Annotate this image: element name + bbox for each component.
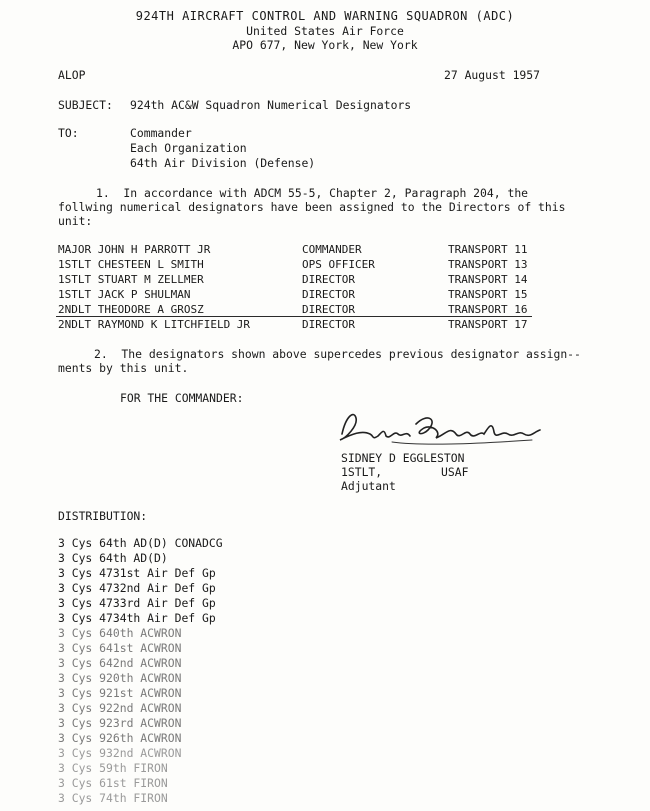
distribution-label: DISTRIBUTION: (58, 509, 148, 523)
designator-row (58, 243, 578, 256)
paragraph-1-line: unit: (58, 214, 93, 228)
officer-position: COMMANDER (302, 243, 362, 256)
subject-label: SUBJECT: (58, 98, 113, 112)
table-rule (56, 316, 532, 317)
distribution-item: 3 Cys 932nd ACWRON (58, 746, 182, 760)
signer-rank: 1STLT, (341, 465, 383, 479)
subject-text: 924th AC&W Squadron Numerical Designators (130, 98, 412, 112)
call-sign: TRANSPORT 14 (448, 273, 528, 286)
signer-name: SIDNEY D EGGLESTON (341, 451, 465, 465)
distribution-item: 3 Cys 642nd ACWRON (58, 656, 182, 670)
designator-row (58, 303, 578, 316)
call-sign: TRANSPORT 11 (448, 243, 528, 256)
officer-name: 1STLT STUART M ZELLMER (58, 273, 204, 286)
distribution-item: 3 Cys 64th AD(D) (58, 551, 168, 565)
for-the-commander: FOR THE COMMANDER: (120, 391, 244, 405)
distribution-item: 3 Cys 921st ACWRON (58, 686, 182, 700)
officer-name: 2NDLT THEODORE A GROSZ (58, 303, 204, 316)
distribution-item: 3 Cys 923rd ACWRON (58, 716, 182, 730)
officer-name: 2NDLT RAYMOND K LITCHFIELD JR (58, 318, 251, 331)
officer-position: DIRECTOR (302, 303, 355, 316)
address-line: APO 677, New York, New York (232, 38, 418, 52)
distribution-item: 3 Cys 59th FIRON (58, 761, 168, 775)
designator-row (58, 258, 578, 271)
distribution-item: 3 Cys 926th ACWRON (58, 731, 182, 745)
paragraph-2-line: 2. The designators shown above supercedes previous designator assign-- (94, 347, 581, 361)
officer-position: DIRECTOR (302, 288, 355, 301)
paragraph-1-line: 1. In accordance with ADCM 55-5, Chapter 2, Paragraph 204, the (96, 186, 529, 200)
distribution-item: 3 Cys 4732nd Air Def Gp (58, 581, 216, 595)
designator-row (58, 273, 578, 286)
officer-position: OPS OFFICER (302, 258, 375, 271)
designator-row (58, 288, 578, 301)
call-sign: TRANSPORT 13 (448, 258, 528, 271)
call-sign: TRANSPORT 17 (448, 318, 528, 331)
letter-date: 27 August 1957 (444, 68, 541, 82)
officer-name: 1STLT JACK P SHULMAN (58, 288, 191, 301)
distribution-item: 3 Cys 4733rd Air Def Gp (58, 596, 216, 610)
handwritten-signature (332, 404, 552, 450)
distribution-item: 3 Cys 641st ACWRON (58, 641, 182, 655)
distribution-item: 3 Cys 920th ACWRON (58, 671, 182, 685)
distribution-item: 3 Cys 922nd ACWRON (58, 701, 182, 715)
officer-name: MAJOR JOHN H PARROTT JR (58, 243, 211, 256)
signer-service: USAF (441, 465, 469, 479)
paragraph-1-line: follwing numerical designators have been assigned to the Directors of this (58, 200, 566, 214)
distribution-item: 3 Cys 4734th Air Def Gp (58, 611, 216, 625)
to-line: Commander (130, 126, 192, 140)
officer-position: DIRECTOR (302, 273, 355, 286)
designator-row (58, 318, 578, 331)
call-sign: TRANSPORT 15 (448, 288, 528, 301)
unit-heading: 924TH AIRCRAFT CONTROL AND WARNING SQUADRON (ADC) (135, 9, 515, 23)
call-sign: TRANSPORT 16 (448, 303, 528, 316)
distribution-item: 3 Cys 61st FIRON (58, 776, 168, 790)
distribution-item: 3 Cys 64th AD(D) CONADCG (58, 536, 223, 550)
distribution-item: 3 Cys 4731st Air Def Gp (58, 566, 216, 580)
to-label: TO: (58, 126, 79, 140)
distribution-item: 3 Cys 74th FIRON (58, 791, 168, 805)
signer-title: Adjutant (341, 479, 396, 493)
to-line: Each Organization (130, 141, 247, 155)
office-symbol: ALOP (58, 68, 86, 82)
officer-name: 1STLT CHESTEEN L SMITH (58, 258, 204, 271)
to-line: 64th Air Division (Defense) (130, 156, 316, 170)
service-line: United States Air Force (246, 24, 404, 38)
distribution-item: 3 Cys 640th ACWRON (58, 626, 182, 640)
officer-position: DIRECTOR (302, 318, 355, 331)
paragraph-2-line: ments by this unit. (58, 361, 189, 375)
